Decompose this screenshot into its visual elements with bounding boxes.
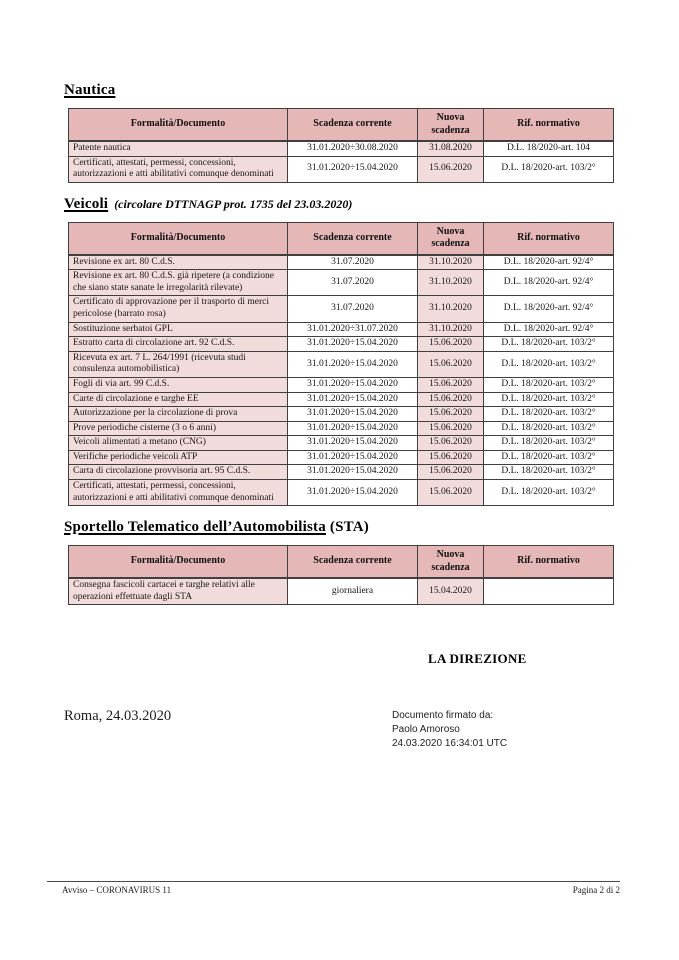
table-cell: 15.06.2020 — [418, 479, 484, 505]
place-date: Roma, 24.03.2020 — [64, 708, 172, 725]
data-table — [68, 108, 614, 183]
column-header: Rif. normativo — [484, 546, 614, 579]
table-cell: Prove periodiche cisterne (3 o 6 anni) — [69, 421, 288, 436]
signature-line: 24.03.2020 16:34:01 UTC — [392, 738, 508, 750]
table-cell: 31.10.2020 — [418, 296, 484, 322]
table-cell: 31.08.2020 — [418, 141, 484, 156]
table-cell: 15.06.2020 — [418, 407, 484, 422]
column-header: Nuova scadenza — [418, 222, 484, 255]
table-cell: Fogli di via art. 99 C.d.S. — [69, 377, 288, 392]
table-cell: 15.06.2020 — [418, 465, 484, 480]
table-cell: 31.01.2020÷15.04.2020 — [288, 421, 418, 436]
table-cell: D.L. 18/2020-art. 103/2° — [484, 377, 614, 392]
table-body — [69, 578, 614, 605]
section-title-suffix: (STA) — [325, 519, 369, 536]
table-header — [69, 222, 614, 255]
section-heading — [64, 519, 616, 536]
section-title: Veicoli — [64, 195, 109, 212]
section-heading — [64, 82, 616, 99]
table-row — [69, 296, 614, 322]
table-cell: D.L. 18/2020-art. 103/2° — [484, 392, 614, 407]
table-cell: 15.04.2020 — [418, 578, 484, 605]
section-title-note: (circolare DTTNAGP prot. 1735 del 23.03.2020) — [114, 196, 353, 211]
footer-right: Pagina 2 di 2 — [572, 885, 620, 895]
table-cell: D.L. 18/2020-art. 103/2° — [484, 337, 614, 352]
table-body — [69, 141, 614, 182]
table-cell: 31.10.2020 — [418, 322, 484, 337]
section-gap — [64, 506, 616, 519]
table-cell: Carta di circolazione provvisoria art. 95 C.d.S. — [69, 465, 288, 480]
table-cell: Veicoli alimentati a metano (CNG) — [69, 436, 288, 451]
signature-line: Documento firmato da: — [392, 710, 494, 722]
section-title: Sportello Telematico dell’Automobilista — [64, 519, 326, 536]
table-cell: 31.01.2020÷15.04.2020 — [288, 450, 418, 465]
table-cell: D.L. 18/2020-art. 103/2° — [484, 351, 614, 377]
table-header-row — [69, 546, 614, 579]
column-header: Formalità/Documento — [69, 222, 288, 255]
table-row — [69, 337, 614, 352]
table-cell: Patente nautica — [69, 141, 288, 156]
table-cell: D.L. 18/2020-art. 103/2° — [484, 479, 614, 505]
table-row — [69, 436, 614, 451]
table-header — [69, 109, 614, 142]
table-cell: Revisione ex art. 80 C.d.S. già ripetere (a condizione che siano state sanate le irregolarità rilevate) — [69, 270, 288, 296]
table-cell: Certificati, attestati, permessi, concessioni, autorizzazioni e atti abilitativi comunque denominati — [69, 156, 288, 182]
table-cell: 15.06.2020 — [418, 392, 484, 407]
column-header: Scadenza corrente — [288, 109, 418, 142]
table-cell: 15.06.2020 — [418, 351, 484, 377]
table-row — [69, 421, 614, 436]
sections — [64, 82, 616, 618]
table-row — [69, 578, 614, 605]
column-header: Rif. normativo — [484, 109, 614, 142]
table-cell: 15.06.2020 — [418, 436, 484, 451]
table-row — [69, 156, 614, 182]
table-row — [69, 392, 614, 407]
table-row — [69, 407, 614, 422]
table-cell: Sostituzione serbatoi GPL — [69, 322, 288, 337]
signature-block — [392, 709, 507, 751]
data-table — [68, 545, 614, 605]
table-row — [69, 351, 614, 377]
footer-left: Avviso – CORONAVIRUS 11 — [62, 885, 172, 895]
table-cell: 15.06.2020 — [418, 377, 484, 392]
table-body — [69, 255, 614, 506]
section-title: Nautica — [64, 82, 116, 98]
table-cell: 31.01.2020÷31.07.2020 — [288, 322, 418, 337]
table-header-row — [69, 222, 614, 255]
table-row — [69, 322, 614, 337]
table-cell: 31.01.2020÷15.04.2020 — [288, 337, 418, 352]
table-row — [69, 255, 614, 270]
signature-line: Paolo Amoroso — [392, 724, 460, 736]
table-cell: 31.01.2020÷15.04.2020 — [288, 377, 418, 392]
section-gap — [64, 605, 616, 618]
table-cell — [484, 578, 614, 605]
table-cell: Estratto carta di circolazione art. 92 C.d.S. — [69, 337, 288, 352]
table-cell: D.L. 18/2020-art. 92/4° — [484, 296, 614, 322]
table-cell: Autorizzazione per la circolazione di prova — [69, 407, 288, 422]
table-cell: D.L. 18/2020-art. 104 — [484, 141, 614, 156]
document-content — [64, 82, 616, 769]
table-cell: 15.06.2020 — [418, 337, 484, 352]
table-cell: 31.01.2020÷15.04.2020 — [288, 465, 418, 480]
table-cell: Certificato di approvazione per il trasporto di merci pericolose (barrato rosa) — [69, 296, 288, 322]
table-row — [69, 465, 614, 480]
table-cell: D.L. 18/2020-art. 103/2° — [484, 436, 614, 451]
table-cell: Revisione ex art. 80 C.d.S. — [69, 255, 288, 270]
table-row — [69, 450, 614, 465]
table-cell: Certificati, attestati, permessi, concessioni, autorizzazioni e atti abilitativi comunque denominati — [69, 479, 288, 505]
direction-label: LA DIREZIONE — [428, 651, 527, 667]
table-cell: 31.01.2020÷15.04.2020 — [288, 351, 418, 377]
table-cell: Consegna fascicoli cartacei e targhe relativi alle operazioni effettuate dagli STA — [69, 578, 288, 605]
column-header: Formalità/Documento — [69, 546, 288, 579]
table-cell: 31.10.2020 — [418, 255, 484, 270]
table-cell: 31.10.2020 — [418, 270, 484, 296]
table-row — [69, 141, 614, 156]
column-header: Nuova scadenza — [418, 546, 484, 579]
column-header: Nuova scadenza — [418, 109, 484, 142]
table-cell: 31.01.2020÷15.04.2020 — [288, 156, 418, 182]
table-cell: D.L. 18/2020-art. 92/4° — [484, 255, 614, 270]
table-cell: D.L. 18/2020-art. 103/2° — [484, 407, 614, 422]
table-row — [69, 270, 614, 296]
table-cell: 31.07.2020 — [288, 270, 418, 296]
table-cell: D.L. 18/2020-art. 103/2° — [484, 156, 614, 182]
table-cell: 31.07.2020 — [288, 255, 418, 270]
table-cell: D.L. 18/2020-art. 92/4° — [484, 322, 614, 337]
table-cell: D.L. 18/2020-art. 103/2° — [484, 421, 614, 436]
table-cell: 31.01.2020÷15.04.2020 — [288, 479, 418, 505]
closing-row — [64, 707, 616, 769]
column-header: Scadenza corrente — [288, 222, 418, 255]
table-cell: 31.01.2020÷15.04.2020 — [288, 436, 418, 451]
table-cell: D.L. 18/2020-art. 103/2° — [484, 465, 614, 480]
column-header: Rif. normativo — [484, 222, 614, 255]
table-cell: 15.06.2020 — [418, 156, 484, 182]
table-cell: Verifiche periodiche veicoli ATP — [69, 450, 288, 465]
table-header — [69, 546, 614, 579]
table-row — [69, 479, 614, 505]
table-cell: D.L. 18/2020-art. 103/2° — [484, 450, 614, 465]
footer — [47, 881, 620, 895]
table-cell: Ricevuta ex art. 7 L. 264/1991 (ricevuta studi consulenza automobilistica) — [69, 351, 288, 377]
data-table — [68, 222, 614, 506]
table-cell: 31.01.2020÷30.08.2020 — [288, 141, 418, 156]
table-row — [69, 377, 614, 392]
table-cell: 31.01.2020÷15.04.2020 — [288, 392, 418, 407]
table-cell: 15.06.2020 — [418, 421, 484, 436]
table-header-row — [69, 109, 614, 142]
section-heading — [64, 196, 616, 213]
table-cell: giornaliera — [288, 578, 418, 605]
table-cell: Carte di circolazione e targhe EE — [69, 392, 288, 407]
table-cell: 31.01.2020÷15.04.2020 — [288, 407, 418, 422]
column-header: Formalità/Documento — [69, 109, 288, 142]
column-header: Scadenza corrente — [288, 546, 418, 579]
table-cell: 31.07.2020 — [288, 296, 418, 322]
section-gap — [64, 183, 616, 196]
table-cell: D.L. 18/2020-art. 92/4° — [484, 270, 614, 296]
table-cell: 15.06.2020 — [418, 450, 484, 465]
